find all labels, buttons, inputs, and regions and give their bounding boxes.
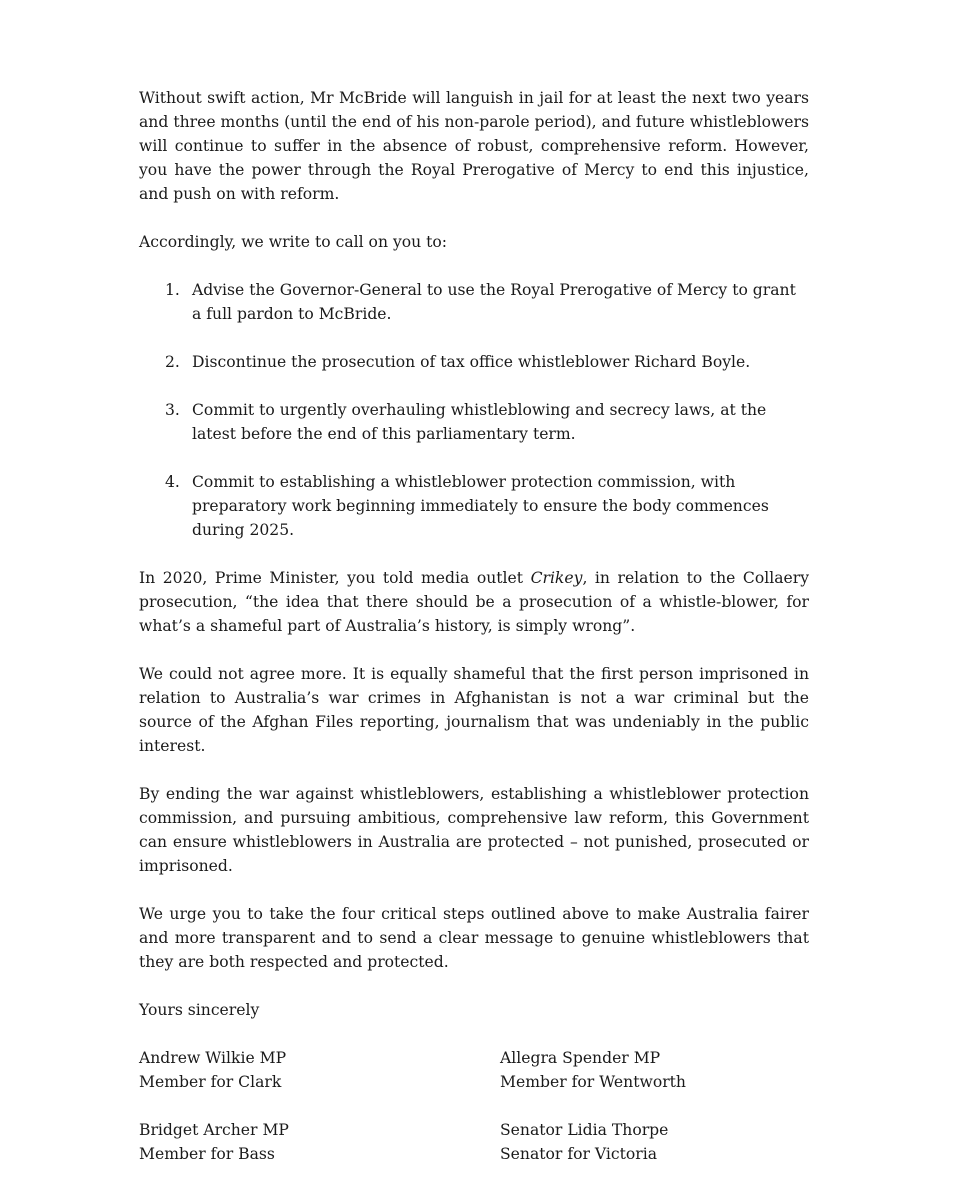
signatory-name: Andrew Wilkie MP [139, 1049, 287, 1067]
signature-block [139, 1046, 500, 1094]
list-item [139, 278, 809, 326]
signatory-name: Senator Lidia Thorpe [500, 1121, 669, 1139]
list-item [139, 470, 809, 542]
list-item [139, 398, 809, 446]
signature-block [139, 1118, 500, 1166]
letter-body [139, 86, 809, 1166]
list-item [139, 350, 809, 374]
paragraph-call-to-action: Accordingly, we write to call on you to: [139, 233, 448, 251]
signatory-name: Allegra Spender MP [500, 1049, 661, 1067]
paragraph-ending-war: By ending the war against whistleblowers, establishing a whistleblower protection commission, and pursuing ambitious, comprehensive law reform, this Government can ensure whistleblowers in Australia are protected – not punished, prosecuted or imprisoned. [139, 785, 809, 875]
list-number: 3. [165, 401, 180, 419]
list-item-text: Commit to urgently overhauling whistleblowing and secrecy laws, at the latest before the end of this parliamentary term. [192, 401, 767, 443]
signatory-role: Senator for Victoria [500, 1145, 657, 1163]
list-item-text: Discontinue the prosecution of tax office whistleblower Richard Boyle. [192, 353, 751, 371]
signatures [139, 1046, 809, 1166]
signatory-name: Bridget Archer MP [139, 1121, 289, 1139]
signature-block [500, 1046, 800, 1094]
paragraph-shameful: We could not agree more. It is equally shameful that the first person imprisoned in relation to Australia’s war crimes in Afghanistan is not a war criminal but the source of the Afghan Files reporting, journalism that was undeniably in the public interest. [139, 665, 809, 755]
signature-block [500, 1118, 800, 1166]
signatory-role: Member for Bass [139, 1145, 275, 1163]
closing-salutation: Yours sincerely [139, 1001, 260, 1019]
signatory-role: Member for Clark [139, 1073, 282, 1091]
requests-list [139, 278, 809, 542]
signatory-role: Member for Wentworth [500, 1073, 686, 1091]
crikey-text-before: In 2020, Prime Minister, you told media outlet [139, 569, 531, 587]
list-item-text: Advise the Governor-General to use the Royal Prerogative of Mercy to grant a full pardon to McBride. [192, 281, 796, 323]
crikey-italic: Crikey [530, 569, 583, 587]
list-number: 4. [165, 473, 180, 491]
paragraph-crikey-quote [139, 566, 809, 638]
list-number: 2. [165, 353, 180, 371]
list-number: 1. [165, 281, 180, 299]
crikey-text-after: , in relation to the Collaery prosecution, “the idea that there should be a prosecution of a whistle-blower, for what’s a shameful part of Australia’s history, is simply wrong”. [139, 569, 810, 635]
list-item-text: Commit to establishing a whistleblower protection commission, with preparatory work beginning immediately to ensure the body commences during 2025. [192, 473, 769, 539]
paragraph-urge: We urge you to take the four critical steps outlined above to make Australia fairer and more transparent and to send a clear message to genuine whistleblowers that they are both respected and protected. [139, 905, 809, 971]
paragraph-mcbride-jail: Without swift action, Mr McBride will languish in jail for at least the next two years and three months (until the end of his non-parole period), and future whistleblowers will continue to suffer in the absence of robust, comprehensive reform. However, you have the power through the Royal Prerogative of Mercy to end this injustice, and push on with reform. [139, 89, 809, 203]
